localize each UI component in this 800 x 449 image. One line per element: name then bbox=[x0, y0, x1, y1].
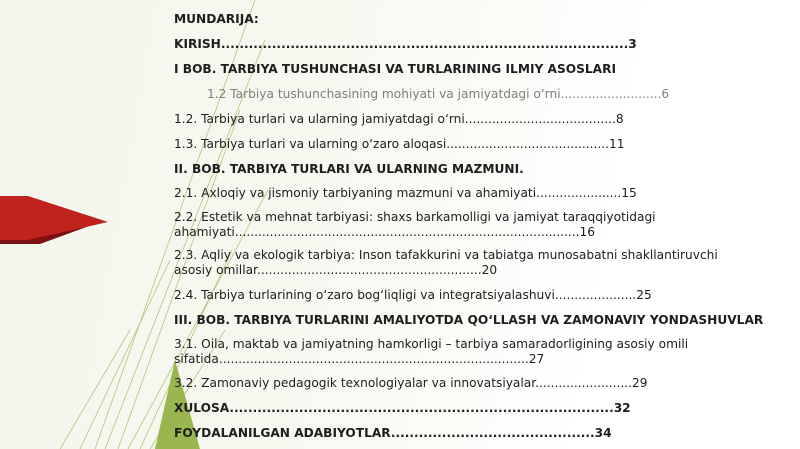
toc-entry-2-2-line1: 2.2. Estetik va mehnat tarbiyasi: shaxs barkamolligi va jamiyat taraqqiyotidagi bbox=[174, 210, 656, 224]
toc-entry-3-1-line1: 3.1. Oila, maktab va jamiyatning hamkorligi – tarbiya samaradorligining asosiy omili bbox=[174, 337, 689, 351]
toc-chapter-3-heading: III. BOB. TARBIYA TURLARINI AMALIYOTDA QO‘LLASH VA ZAMONAVIY YONDASHUVLAR bbox=[174, 313, 764, 327]
toc-entry-2-3-line2: asosiy omillar..........................................................20 bbox=[174, 263, 498, 277]
toc-entry-foydalanilgan-adabiyotlar: FOYDALANILGAN ADABIYOTLAR............................................34 bbox=[174, 426, 612, 440]
toc-chapter-1-heading: I BOB. TARBIYA TUSHUNCHASI VA TURLARINING ILMIY ASOSLARI bbox=[174, 62, 617, 76]
toc-entry-kirish: KIRISH........................................................................................3 bbox=[174, 37, 637, 51]
toc-entry-1-2-first: 1.2 Tarbiya tushunchasining mohiyati va jamiyatdagi o‘rni..........................6 bbox=[207, 87, 670, 101]
toc-title: MUNDARIJA: bbox=[174, 12, 259, 26]
toc-entry-3-1-line2: sifatida................................................................................27 bbox=[174, 352, 545, 366]
toc-chapter-2-heading: II. BOB. TARBIYA TURLARI VA ULARNING MAZMUNI. bbox=[174, 162, 524, 176]
toc-entry-2-2-line2: ahamiyati.........................................................................................16 bbox=[174, 225, 596, 239]
toc-entry-1-3: 1.3. Tarbiya turlari va ularning o‘zaro aloqasi..........................................11 bbox=[174, 137, 625, 151]
toc-entry-2-3-line1: 2.3. Aqliy va ekologik tarbiya: Inson tafakkurini va tabiatga munosabatni shakllantiruvchi bbox=[174, 248, 718, 262]
toc-entry-3-2: 3.2. Zamonaviy pedagogik texnologiyalar va innovatsiyalar.........................29 bbox=[174, 376, 648, 390]
toc-entry-1-2-second: 1.2. Tarbiya turlari va ularning jamiyatdagi o‘rni.......................................8 bbox=[174, 112, 624, 126]
toc-entry-2-1: 2.1. Axloqiy va jismoniy tarbiyaning mazmuni va ahamiyati......................15 bbox=[174, 186, 637, 200]
toc-entry-2-4: 2.4. Tarbiya turlarining o‘zaro bog‘liqligi va integratsiyalashuvi.....................25 bbox=[174, 288, 652, 302]
red-arrow-shape bbox=[0, 196, 108, 240]
toc-entry-xulosa: XULOSA...................................................................................32 bbox=[174, 401, 631, 415]
